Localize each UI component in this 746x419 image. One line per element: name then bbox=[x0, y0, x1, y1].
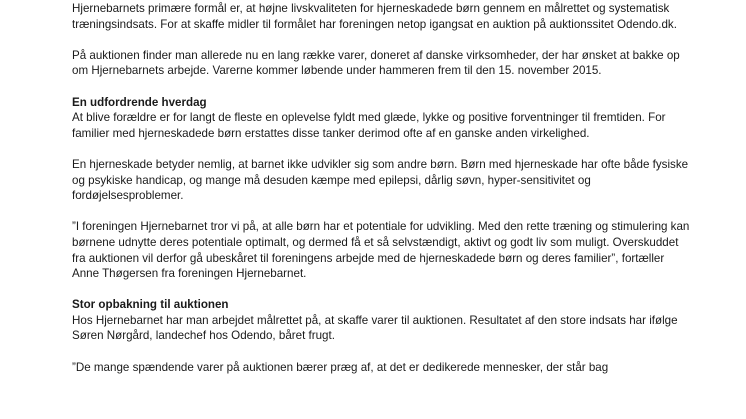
opbakning-paragraph-1: Hos Hjernebarnet har man arbejdet målrettet på, at skaffe varer til auktionen. Resultatet af den store indsats har ifølge Søren Nørgård, landechef hos Odendo, båret frugt. bbox=[72, 313, 678, 343]
intro-paragraph-2: På auktionen finder man allerede nu en lang række varer, doneret af danske virksomheder, der har ønsket at bakke op om Hjernebarnets arbejde. Varerne kommer løbende under hammeren frem til den 15. november 2015. bbox=[72, 48, 680, 78]
section-heading-opbakning: Stor opbakning til auktionen bbox=[72, 298, 229, 312]
opbakning-quote-paragraph: ”De mange spændende varer på auktionen bærer præg af, at det er dedikerede mennesker, der står bag bbox=[72, 360, 609, 374]
hverdag-quote-paragraph: ”I foreningen Hjernebarnet tror vi på, at alle børn har et potentiale for udvikling. Med den rette træning og stimulering kan børnene udnytte deres potentiale optimalt, og dermed få et så selvstændigt, aktivt og godt liv som muligt. Overskuddet fra auktionen vil derfor gå ubeskåret til foreningens arbejde med de hjerneskadede børn og deres familier”, fortæller Anne Thøgersen fra foreningen Hjernebarnet. bbox=[72, 220, 690, 281]
document-page bbox=[72, 1, 692, 391]
hverdag-paragraph-1: At blive forældre er for langt de fleste en oplevelse fyldt med glæde, lykke og positive forventninger til fremtiden. For familier med hjerneskadede børn erstattes disse tanker derimod ofte af en ganske anden virkelighed. bbox=[72, 111, 666, 140]
section-heading-hverdag: En udfordrende hverdag bbox=[72, 95, 207, 109]
hverdag-paragraph-2: En hjerneskade betyder nemlig, at barnet ikke udvikler sig som andre børn. Børn med hjerneskade har ofte både fysiske og psykiske handicap, og mange må desuden kæmpe med epilepsi, dårlig søvn, hyper-sensitivitet og fordøjelsesproblemer. bbox=[72, 157, 689, 203]
intro-paragraph-1: Hjernebarnets primære formål er, at højne livskvaliteten for hjerneskadede børn gennem en målrettet og systematisk træningsindsats. For at skaffe midler til formålet har foreningen netop igangsat en auktion på auktionssitet Odendo.dk. bbox=[72, 2, 677, 31]
